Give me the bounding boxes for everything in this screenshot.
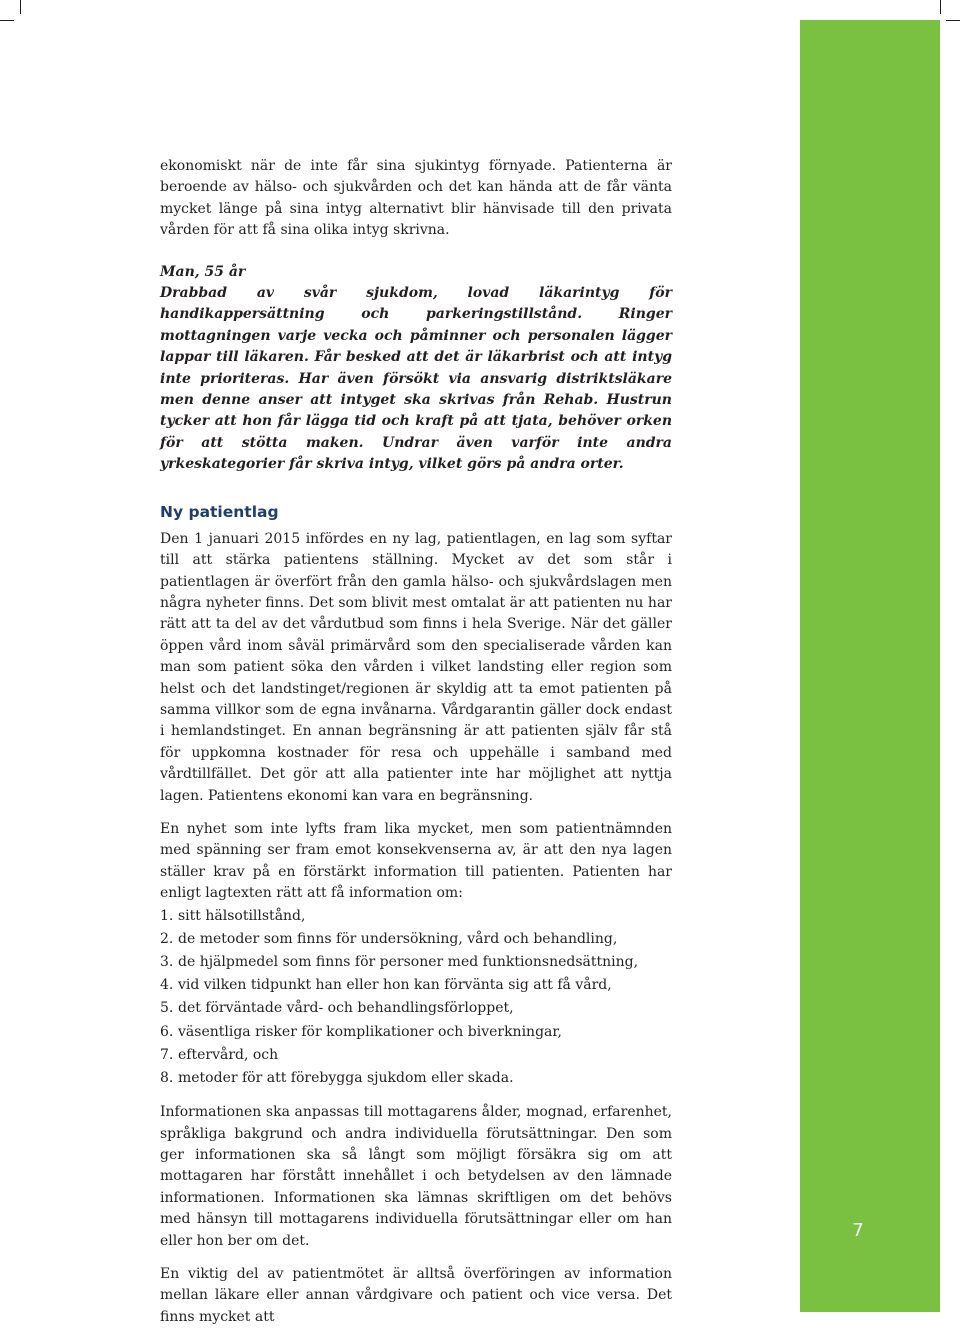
- list-number: 2.: [160, 930, 174, 947]
- list-number: 7.: [160, 1046, 174, 1063]
- list-text: eftervård, och: [178, 1046, 279, 1063]
- list-item: [160, 1067, 672, 1090]
- section-paragraph-2: En nyhet som inte lyfts fram lika mycket, men som patientnämnden med spänning ser fram emot konsekvenserna av, är att den nya lagen ställer krav på en förstärkt information till patienten. Patienten har enligt lagtexten rätt att få information om:: [160, 820, 672, 902]
- list-item: [160, 997, 672, 1020]
- crop-mark-top-left-v: [20, 0, 21, 14]
- list-text: väsentliga risker för komplikationer och biverkningar,: [178, 1023, 562, 1040]
- section-heading: Ny patientlag: [160, 502, 279, 521]
- crop-mark-top-right-h: [946, 20, 960, 21]
- crop-mark-top-left-h: [0, 20, 14, 21]
- list-item: [160, 905, 672, 928]
- list-number: 8.: [160, 1070, 174, 1087]
- list-text: vid vilken tidpunkt han eller hon kan förvänta sig att få vård,: [178, 977, 612, 994]
- list-number: 5.: [160, 1000, 174, 1017]
- list-text: metoder för att förebygga sjukdom eller skada.: [178, 1070, 514, 1087]
- list-number: 1.: [160, 907, 174, 924]
- information-list: [160, 905, 672, 1091]
- section-paragraph-3: Informationen ska anpassas till mottagarens ålder, mognad, erfarenhet, språkliga bakgrund och andra individuella förutsättningar. Den som ger informationen ska så långt som möjligt försäkra sig om att mottagaren har förstått innehållet i och betydelsen av den lämnade informationen. Informationen ska lämnas skriftligen om det behövs med hänsyn till mottagarens individuella förutsättningar eller om han eller hon ber om det.: [160, 1104, 672, 1249]
- crop-mark-top-right-v: [940, 0, 941, 14]
- list-number: 6.: [160, 1023, 174, 1040]
- list-item: [160, 974, 672, 997]
- list-text: de hjälpmedel som finns för personer med funktionsnedsättning,: [178, 954, 639, 970]
- green-margin-band: [800, 20, 940, 1312]
- list-item: [160, 951, 672, 974]
- list-text: det förväntade vård- och behandlingsförloppet,: [178, 1000, 514, 1017]
- list-item: [160, 928, 672, 951]
- quote-body: Drabbad av svår sjukdom, lovad läkarintyg för handikappersättning och parkeringstillstånd. Ringer mottagningen varje vecka och påminner och personalen lägger lappar till läkaren. Får besked att det är läkarbrist och att intyg inte prioriteras. Har även försökt via ansvarig distriktsläkare men denne anser att intyget ska skrivas från Rehab. Hustrun tycker att hon får lägga tid och kraft på att tjata, behöver orken för att stötta maken. Undrar även varför inte andra yrkeskategorier får skriva intyg, vilket görs på andra orter.: [160, 285, 672, 473]
- section-paragraph-1: Den 1 januari 2015 infördes en ny lag, patientlagen, en lag som syftar till att stärka patientens ställning. Mycket av det som står i patientlagen är överfört från den gamla hälso- och sjukvårdslagen men några nyheter finns. Det som blivit mest omtalat är att patienten nu har rätt att ta del av det vårdutbud som finns i hela Sverige. När det gäller öppen vård inom såväl primärvård som den specialiserade vården kan man som patient söka den vården i vilket landsting eller region som helst och det landstinget/regionen är skyldig att ta emot patienten på samma villkor som de egna invånarna. Vårdgarantin gäller dock endast i hemlandstinget. En annan begränsning är att patienten själv får stå för uppkomna kostnader för resa och uppehälle i samband med vårdtillfället. Det gör att alla patienter inte har möjlighet att nyttja lagen. Patientens ekonomi kan vara en begränsning.: [160, 530, 672, 804]
- list-text: sitt hälsotillstånd,: [178, 907, 306, 924]
- intro-paragraph: ekonomiskt när de inte får sina sjukintyg förnyade. Patienterna är beroende av hälso- och sjukvården och det kan hända att de får vänta mycket länge på sina intyg alternativt blir hänvisade till den privata vården för att få sina olika intyg skrivna.: [160, 158, 672, 239]
- section-paragraph-4: En viktig del av patientmötet är alltså överföringen av information mellan läkare eller annan vårdgivare och patient och vice versa. Det finns mycket att: [160, 1266, 672, 1325]
- page-number: 7: [852, 1220, 864, 1241]
- list-item: [160, 1021, 672, 1044]
- page-content: [160, 156, 672, 1328]
- list-text: de metoder som finns för undersökning, vård och behandling,: [178, 930, 618, 947]
- list-number: 3.: [160, 954, 174, 970]
- list-item: [160, 1044, 672, 1067]
- list-number: 4.: [160, 977, 174, 994]
- quote-title: Man, 55 år: [160, 263, 246, 280]
